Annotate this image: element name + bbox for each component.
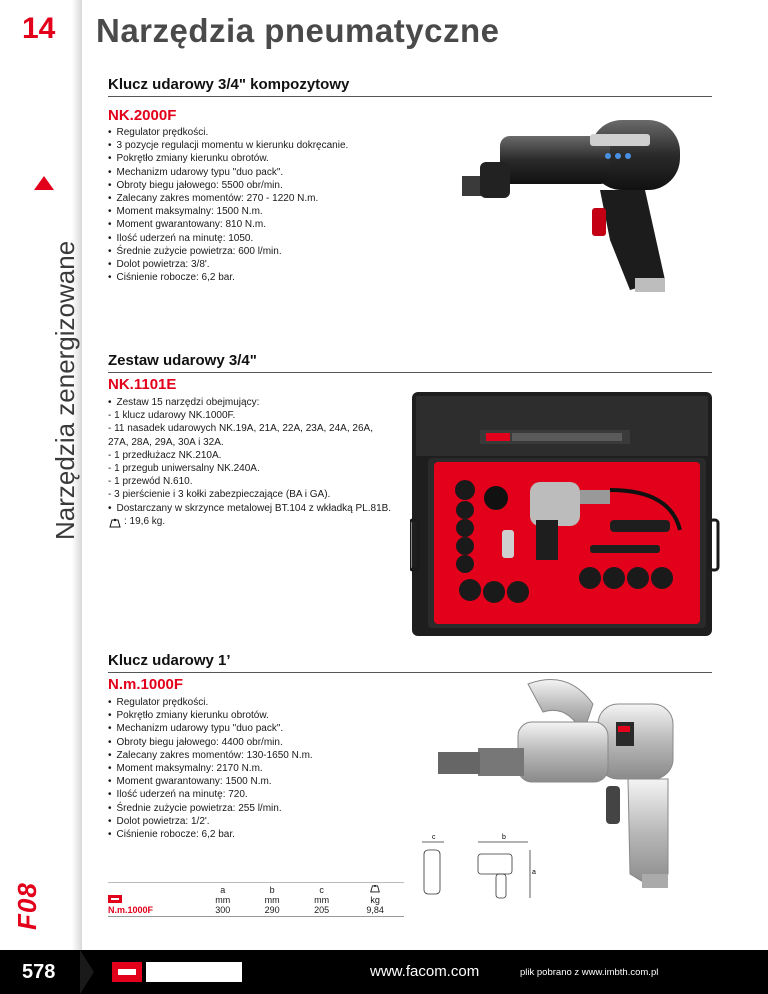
spec-table-rule-top (108, 882, 404, 883)
list-item: • Regulator prędkości. (108, 126, 348, 139)
col-c-letter: c (319, 884, 324, 895)
dim-label-b: b (502, 834, 506, 841)
col-a-unit: mm (215, 895, 231, 905)
list-item: • Zalecany zakres momentów: 270 - 1220 N.m. (108, 192, 348, 205)
list-item: • 3 pozycje regulacji momentu w kierunku dokręcanie. (108, 139, 348, 152)
section2-rule (108, 372, 712, 373)
col-b-letter: b (269, 884, 275, 895)
section1-heading: Klucz udarowy 3/4" kompozytowy (108, 76, 350, 93)
list-item: • Mechanizm udarowy typu "duo pack". (108, 722, 313, 735)
list-item: • Regulator prędkości. (108, 696, 313, 709)
spec-value-weight: 9,84 (366, 905, 384, 915)
spec-table-brand-icon (108, 884, 198, 905)
section2-code: NK.1101E (108, 376, 177, 393)
page-number: 578 (22, 961, 56, 983)
list-item: • Średnie zużycie powietrza: 600 l/min. (108, 245, 348, 258)
col-c-unit: mm (314, 895, 330, 905)
table-row (108, 905, 404, 915)
footer-note: plik pobrano z www.imbth.com.pl (520, 967, 659, 978)
section3-heading: Klucz udarowy 1’ (108, 652, 231, 669)
list-item: - 1 przegub uniwersalny NK.240A. (108, 463, 260, 475)
side-section-title: Narzędzia zenergizowane (50, 240, 80, 540)
dim-label-a: a (532, 869, 536, 876)
facom-logo (112, 960, 244, 984)
col-weight-icon (346, 884, 404, 895)
list-item: • Dolot powietrza: 1/2'. (108, 815, 313, 828)
list-item: • Średnie zużycie powietrza: 255 l/min. (108, 802, 313, 815)
list-item: • Moment gwarantowany: 1500 N.m. (108, 775, 313, 788)
page-title: Narzędzia pneumatyczne (96, 12, 500, 49)
list-item: : 19,6 kg. (124, 515, 166, 527)
list-item: - 1 przedłużacz NK.210A. (108, 449, 222, 461)
impact-set-case-image (410, 390, 720, 640)
list-item: • Ciśnienie robocze: 6,2 bar. (108, 271, 348, 284)
section1-code: NK.2000F (108, 107, 177, 124)
spec-value-a: 300 (215, 905, 231, 915)
section3-code: N.m.1000F (108, 676, 184, 693)
list-item: • Moment maksymalny: 1500 N.m. (108, 205, 348, 218)
list-item: • Zestaw 15 narzędzi obejmujący: (108, 396, 391, 409)
section1-rule (108, 96, 712, 97)
footer-website-link[interactable]: www.facom.com (370, 963, 480, 980)
col-b-unit: mm (264, 895, 280, 905)
list-item: - 3 pierścienie i 3 kołki zabezpieczające (BA i GA). (108, 489, 331, 501)
list-item: - 1 przewód N.610. (108, 476, 193, 488)
catalog-code: F08 (12, 882, 42, 930)
list-item: • Moment maksymalny: 2170 N.m. (108, 762, 313, 775)
section1-features (108, 126, 348, 284)
spec-table-letters-row (108, 884, 404, 895)
list-item: • Pokrętło zmiany kierunku obrotów. (108, 152, 348, 165)
list-item: • Ciśnienie robocze: 6,2 bar. (108, 828, 313, 841)
list-item: • Obroty biegu jałowego: 5500 obr/min. (108, 179, 348, 192)
list-item: - 11 nasadek udarowych NK.19A, 21A, 22A, 23A, 24A, 26A, (108, 423, 373, 435)
spec-table-rule-bottom (108, 916, 404, 917)
spec-row-label: N.m.1000F (108, 905, 154, 915)
dim-label-c: c (432, 834, 436, 841)
list-item: • Dostarczany w skrzynce metalowej BT.104 z wkładką PL.81B. (108, 502, 391, 515)
spec-value-b: 290 (264, 905, 280, 915)
spec-value-c: 205 (314, 905, 330, 915)
chapter-number: 14 (22, 12, 56, 45)
spec-table (108, 884, 404, 915)
col-weight-unit: kg (370, 895, 380, 905)
section2-heading: Zestaw udarowy 3/4" (108, 352, 257, 369)
arrow-up-icon (34, 176, 54, 190)
impact-wrench-1in-image (418, 674, 688, 904)
list-item: • Obroty biegu jałowego: 4400 obr/min. (108, 736, 313, 749)
impact-wrench-composite-image (440, 100, 690, 300)
list-item: • Moment gwarantowany: 810 N.m. (108, 218, 348, 231)
list-item: • Dolot powietrza: 3/8'. (108, 258, 348, 271)
weight-icon (108, 515, 122, 525)
footer-chevron-icon (80, 950, 94, 994)
section2-features (108, 396, 391, 528)
col-a-letter: a (220, 884, 226, 895)
list-item: • Ilość uderzeń na minutę: 1050. (108, 232, 348, 245)
list-item: 27A, 28A, 29A, 30A i 32A. (108, 436, 224, 448)
list-item: • Pokrętło zmiany kierunku obrotów. (108, 709, 313, 722)
list-item: - 1 klucz udarowy NK.1000F. (108, 410, 236, 422)
list-item: • Mechanizm udarowy typu "duo pack". (108, 166, 348, 179)
list-item: • Ilość uderzeń na minutę: 720. (108, 788, 313, 801)
section3-features (108, 696, 313, 841)
list-item: • Zalecany zakres momentów: 130-1650 N.m. (108, 749, 313, 762)
section3-rule (108, 672, 712, 673)
